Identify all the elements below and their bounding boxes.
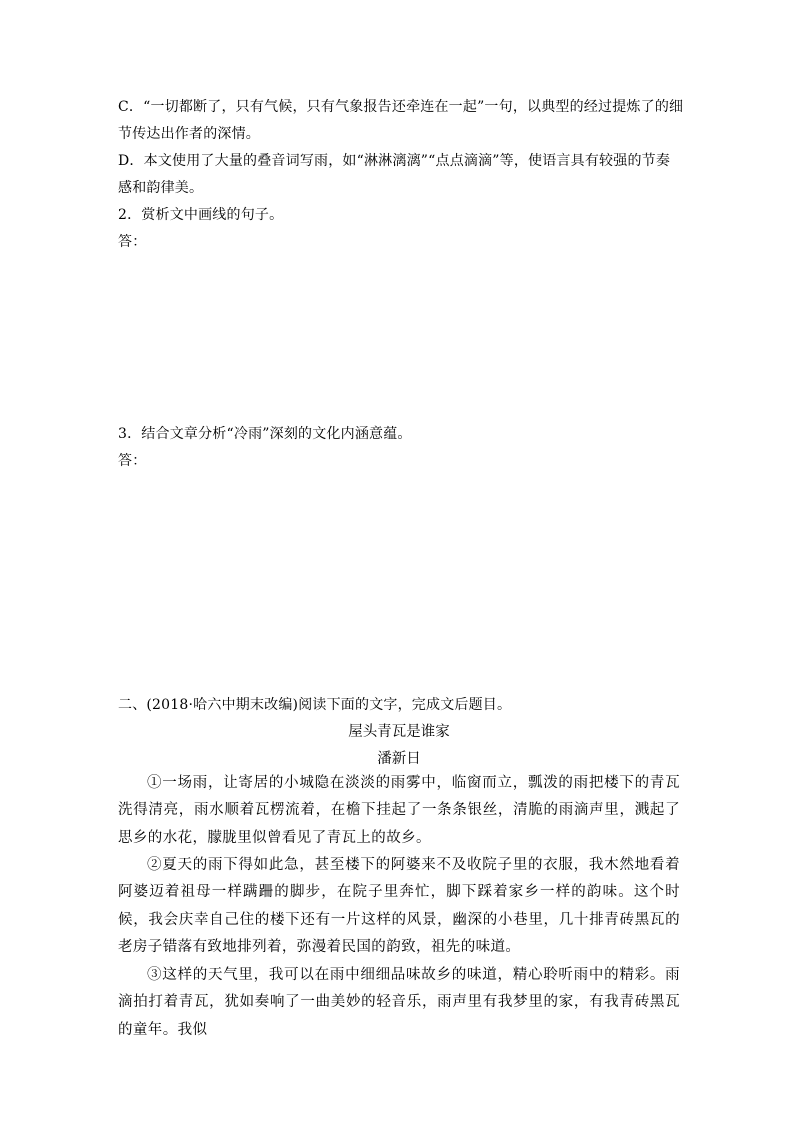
section-two-heading: 二、(2018·哈六中期末改编)阅读下面的文字，完成文后题目。 (118, 697, 512, 713)
answer-2-label: 答： (118, 234, 147, 250)
option-d-line1: D．本文使用了大量的叠音词写雨，如“淋淋漓漓”“点点滴滴”等，使语言具有较强的节奏 (118, 153, 671, 169)
article-paragraph-3: ③这样的天气里，我可以在雨中细细品味故乡的味道，精心聆听雨中的精彩。雨滴拍打着青瓦，犹如奏响了一曲美妙的轻音乐，雨声里有我梦里的家，有我青砖黑瓦的童年。我似 (118, 967, 680, 1038)
option-c-line2: 节传达出作者的深情。 (118, 126, 260, 142)
option-d-line2: 感和韵律美。 (118, 180, 204, 196)
question-3: 3．结合文章分析“冷雨”深刻的文化内涵意蕴。 (118, 426, 412, 442)
answer-3-label: 答： (118, 453, 147, 469)
article-paragraph-2: ②夏天的雨下得如此急，甚至楼下的阿婆来不及收院子里的衣服，我木然地看着阿婆迈着祖母一样蹒跚的脚步，在院子里奔忙，脚下踩着家乡一样的韵味。这个时候，我会庆幸自己住的楼下还有一片这样的风景，幽深的小巷里，几十排青砖黑瓦的老房子错落有致地排列着，弥漫着民国的韵致，祖先的味道。 (118, 857, 680, 956)
option-c-line1: C．“一切都断了，只有气候，只有气象报告还牵连在一起”一句，以典型的经过提炼了的细 (118, 99, 684, 115)
article-author: 潘新日 (377, 751, 421, 767)
question-2: 2．赏析文中画线的句子。 (118, 207, 284, 223)
article-title: 屋头青瓦是谁家 (348, 724, 450, 740)
article-paragraph-1: ①一场雨，让寄居的小城隐在淡淡的雨雾中，临窗而立，瓢泼的雨把楼下的青瓦洗得清亮，雨水顺着瓦楞流着，在檐下挂起了一条条银丝，清脆的雨滴声里，溅起了思乡的水花，朦胧里似曾看见了青瓦上的故乡。 (118, 775, 680, 846)
